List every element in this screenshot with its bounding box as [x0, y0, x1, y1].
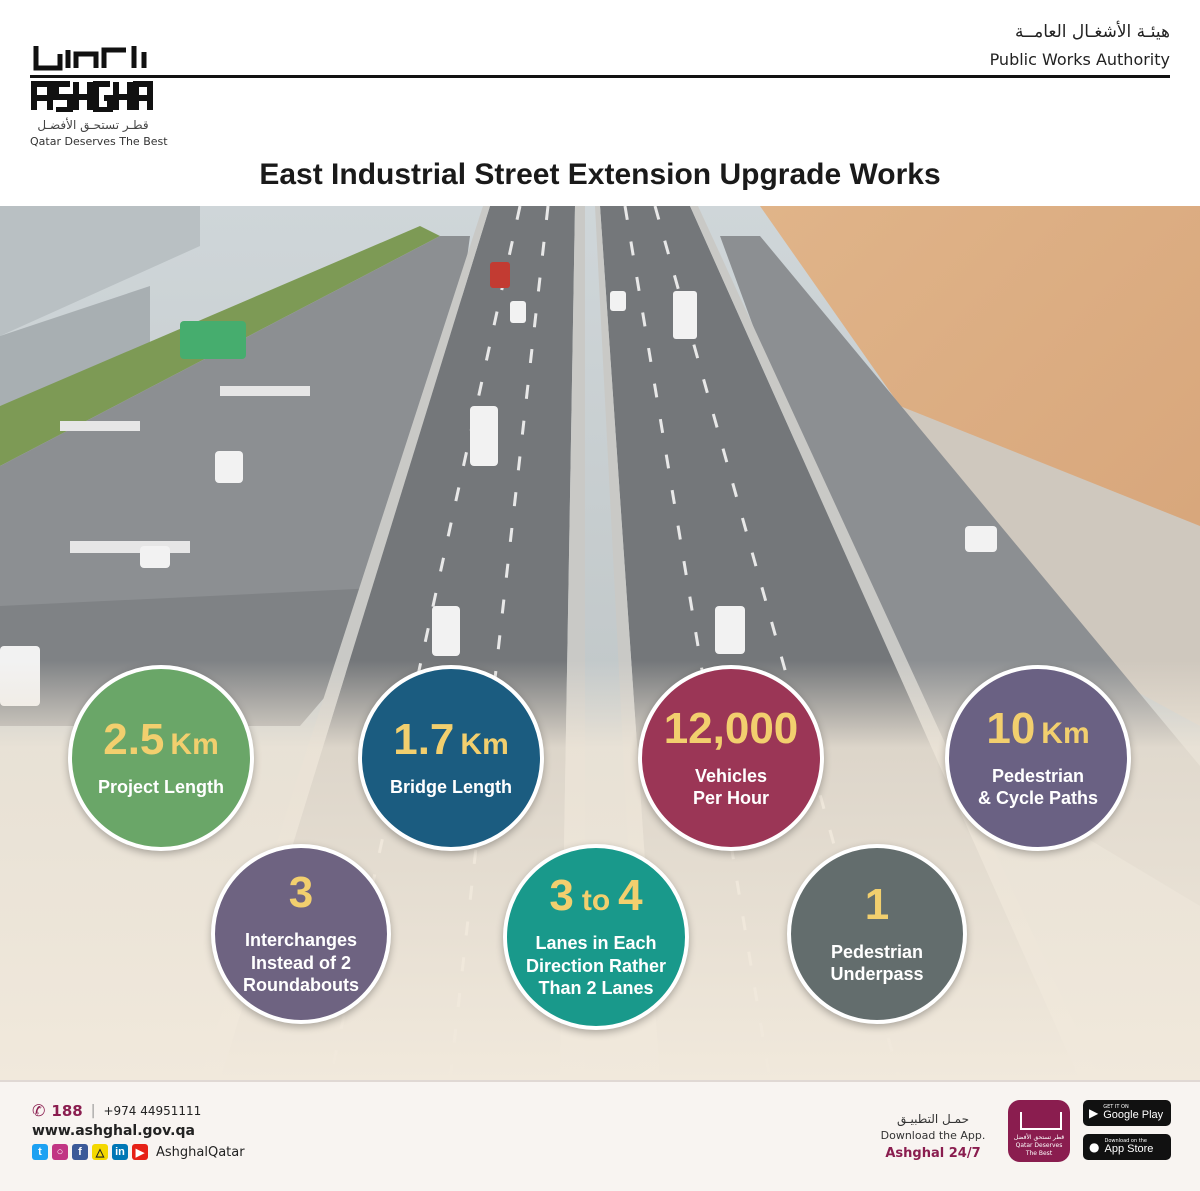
stat-value-mid: to [581, 884, 611, 918]
app-name: Ashghal 24/7 [885, 1146, 981, 1161]
stat-pedestrian-cycle-paths [945, 665, 1131, 851]
stat-value-from: 3 [549, 871, 574, 921]
social-links [32, 1144, 245, 1160]
stat-project-length [68, 665, 254, 851]
logo-tagline-english: Qatar Deserves The Best [30, 135, 168, 148]
stat-label: Lanes in Each Direction Rather Than 2 Lanes [525, 933, 667, 999]
header-divider [30, 75, 1170, 78]
stat-interchanges [211, 844, 391, 1024]
instagram-icon[interactable]: ○ [52, 1144, 68, 1160]
stat-label: Interchanges Instead of 2 Roundabouts [243, 930, 359, 996]
social-handle[interactable]: AshghalQatar [156, 1144, 245, 1160]
stat-label: Vehicles Per Hour [692, 765, 770, 808]
ashghal-english-mark [30, 78, 156, 112]
logo-tagline-arabic: قطـر تستحـق الأفضـل [37, 118, 149, 132]
phone-number[interactable]: +974 44951111 [103, 1103, 202, 1118]
footer [0, 1080, 1200, 1191]
stat-vehicles-per-hour [638, 665, 824, 851]
app-store-button[interactable] [1083, 1134, 1171, 1160]
google-play-button[interactable] [1083, 1100, 1171, 1126]
header [0, 0, 1200, 205]
stat-unit: Km [1041, 716, 1090, 750]
ashghal-app-icon[interactable] [1008, 1100, 1070, 1162]
stat-label: Bridge Length [390, 776, 512, 797]
stat-value: 10 [986, 703, 1036, 753]
stat-value: 1.7 [393, 714, 455, 764]
authority-name-arabic: هيئـة الأشغـال العامــة [1015, 22, 1170, 42]
download-app-text [868, 1112, 998, 1161]
stat-value: 12,000 [663, 703, 799, 753]
twitter-icon[interactable]: t [32, 1144, 48, 1160]
stat-value-to: 4 [618, 871, 643, 921]
stat-unit: Km [170, 727, 219, 761]
download-label-english: Download the App. [880, 1129, 986, 1142]
ashghal-arabic-mark [30, 42, 156, 72]
divider: | [90, 1102, 96, 1119]
ashghal-logo [30, 42, 168, 152]
youtube-icon[interactable]: ▶ [132, 1144, 148, 1160]
stat-bridge-length [358, 665, 544, 851]
linkedin-icon[interactable]: in [112, 1144, 128, 1160]
download-label-arabic: حمـل التطبيـق [897, 1112, 969, 1126]
store-name: Google Play [1103, 1109, 1164, 1121]
stat-value: 1 [864, 879, 890, 929]
stat-label: Pedestrian Underpass [830, 941, 924, 984]
stat-unit: Km [460, 727, 509, 761]
stat-lanes [503, 844, 689, 1030]
store-small-text: GET IT ON [1103, 1104, 1129, 1110]
facebook-icon[interactable]: f [72, 1144, 88, 1160]
app-logo-mark [1020, 1112, 1062, 1130]
store-small-text: Download on the [1104, 1138, 1147, 1144]
google-play-icon: ▶ [1089, 1106, 1099, 1120]
authority-name-english: Public Works Authority [989, 50, 1170, 69]
stat-value: 2.5 [103, 714, 165, 764]
phone-icon: ✆ [32, 1101, 46, 1120]
hotline-number[interactable]: 188 [51, 1101, 83, 1120]
website-link[interactable]: www.ashghal.gov.qa [32, 1123, 195, 1139]
stat-value: 3 [288, 868, 314, 918]
store-name: App Store [1104, 1143, 1154, 1155]
snapchat-icon[interactable]: △ [92, 1144, 108, 1160]
apple-icon: ● [1089, 1140, 1100, 1154]
stat-label: Pedestrian & Cycle Paths [977, 765, 1099, 808]
page-title: East Industrial Street Extension Upgrade Works [259, 158, 941, 191]
stat-label: Project Length [97, 776, 224, 797]
contact-hotline [32, 1101, 201, 1120]
app-icon-text: قطر تستحق الأفضل Qatar Deserves The Best [1013, 1134, 1065, 1157]
stat-pedestrian-underpass [787, 844, 967, 1024]
